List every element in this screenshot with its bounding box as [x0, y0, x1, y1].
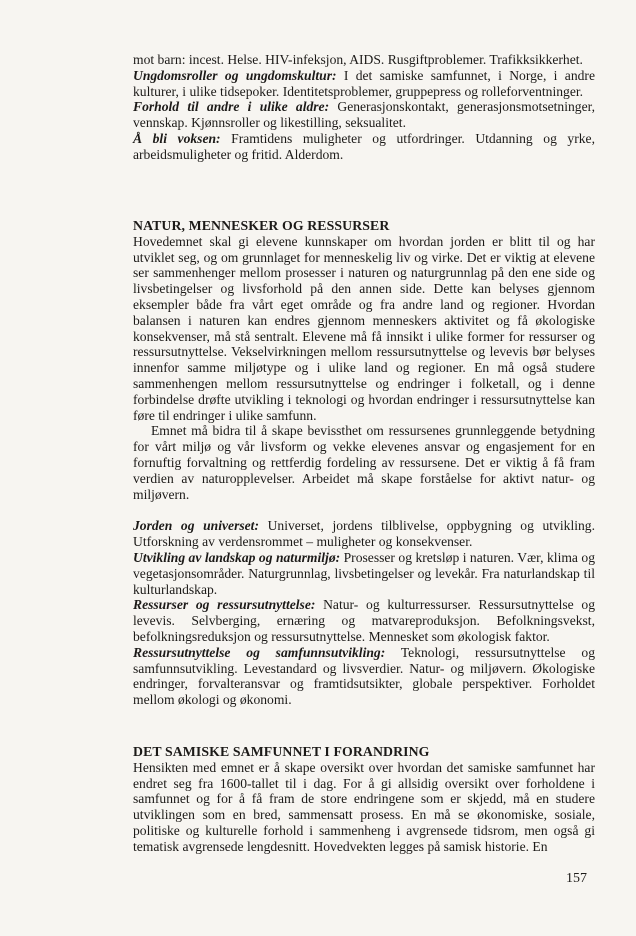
section-natur-para-1: Hovedemnet skal gi elevene kunnskaper om hvordan jorden er blitt til og har utviklet seg, og om grunnlaget for menneskelig liv og virke. Det er viktig at elevene ser sammenhenger mellom prosesser i naturen og naturgrunnlag på den ene side og livsbetingelser og livsforhold på den annen side. Dette kan belyses gjennom eksempler både fra vårt eget område og fra andre land og regioner. Hvordan balansen i naturen kan endres gjennom menneskers aktivitet og få økologiske konsekvenser, må stå sentralt. Elevene må få innsikt i ulike former for ressurser og ressursutnyttelse. Vekselvirkningen mellom ressursutnyttelse og levevis bør belyses innenfor samme miljøtype og i ulike land og regioner. En må også studere sammenhengen mellom ressursutnyttelse og endringer i folketall, og i denne forbindelse drøfte utvikling i teknologi og hvordan endringer i ressursutnyttelse kan føre til endringer i ulike samfunn. — [133, 233, 595, 423]
section-natur-item-1 — [133, 550, 595, 597]
top-para-2-text: Generasjonskontakt, generasjonsmotsetninger, vennskap. Kjønnsroller og likestilling, seksualitet. — [133, 99, 596, 131]
item-1-lead: Utvikling av landskap og naturmiljø: — [133, 549, 341, 565]
item-2-lead: Ressurser og ressursutnyttelse: — [133, 597, 316, 613]
section-natur-heading: NATUR, MENNESKER OG RESSURSER — [133, 218, 390, 233]
section-natur-para-2: Emnet må bidra til å skape bevissthet om ressursenes grunnleggende betydning for vårt miljø og vår livsform og vekke elevenes ansvar og engasjement for en fornuftig forvaltning og rettferdig fordeling av ressursene. Det er viktig å få fram verdien av naturopplevelser. Arbeidet må skape forståelse for aktivt natur- og miljøvern. — [133, 423, 595, 502]
section-natur-item-3 — [133, 645, 595, 708]
top-para-1-text: I det samiske samfunnet, i Norge, i andre kulturer, i ulike tidsepoker. Identitetsproblemer, gruppepress og rolleforventninger. — [133, 67, 595, 99]
section-samisk — [133, 744, 595, 855]
section-samisk-heading: DET SAMISKE SAMFUNNET I FORANDRING — [133, 744, 430, 759]
top-para-3-text: Framtidens muligheter og utfordringer. Utdanning og yrke, arbeidsmuligheter og fritid. Alderdom. — [133, 130, 595, 162]
top-para-0-text: mot barn: incest. Helse. HIV-infeksjon, AIDS. Rusgiftproblemer. Trafikksikkerhet. — [133, 52, 583, 67]
spacer — [133, 502, 595, 518]
section-natur-item-0 — [133, 518, 595, 550]
item-3-lead: Ressursutnyttelse og samfunnsutvikling: — [133, 644, 386, 660]
item-1-text: Prosesser og kretsløp i naturen. Vær, klima og vegetasjonsområder. Naturgrunnlag, livsbetingelser og levekår. Fra naturlandskap til kulturlandskap. — [133, 549, 595, 597]
top-para-3 — [133, 131, 595, 163]
item-2-text: Natur- og kulturressurser. Ressursutnyttelse og levevis. Selvberging, ernæring og matvareproduksjon. Befolkningsvekst, befolkningsreduksjon og ressursutnyttelse. Mennesket som økologisk faktor. — [133, 597, 595, 644]
section-natur — [133, 218, 595, 708]
section-samisk-para-1: Hensikten med emnet er å skape oversikt over hvordan det samiske samfunnet har endret seg fra 1600-tallet til i dag. For å gi allsidig oversikt over forholdene i samfunnet og for å få fram de store endringene som er skjedd, må en studere utviklingen som en bred, sammensatt prosess. En må se økonomiske, sosiale, politiske og kulturelle forhold i sammenheng i avgrensede tidsrom, men også gi tematisk avgrensede lengdesnitt. Hovedvekten legges på samisk historie. En — [133, 759, 595, 854]
top-para-3-lead: Å bli voksen: — [133, 130, 221, 146]
item-0-text: Universet, jordens tilblivelse, oppbygning og utvikling. Utforskning av verdensrommet – muligheter og konsekvenser. — [133, 518, 595, 550]
top-para-2 — [133, 99, 595, 131]
top-para-1-lead: Ungdomsroller og ungdomskultur: — [133, 67, 337, 83]
top-para-0 — [133, 52, 595, 68]
top-para-2-lead: Forhold til andre i ulike aldre: — [133, 99, 330, 115]
item-3-text: Teknologi, ressursutnyttelse og samfunnsutvikling. Levestandard og livsverdier. Natur- og miljøvern. Økologiske endringer, forvalteransvar og framtidsutsikter, globale perspektiver. Forholdet mellom økologi og økonomi. — [133, 644, 595, 708]
item-0-lead: Jorden og universet: — [133, 518, 259, 534]
page-number: 157 — [566, 871, 587, 886]
section-natur-item-2 — [133, 597, 595, 644]
top-block — [133, 52, 595, 163]
top-para-1 — [133, 68, 595, 100]
